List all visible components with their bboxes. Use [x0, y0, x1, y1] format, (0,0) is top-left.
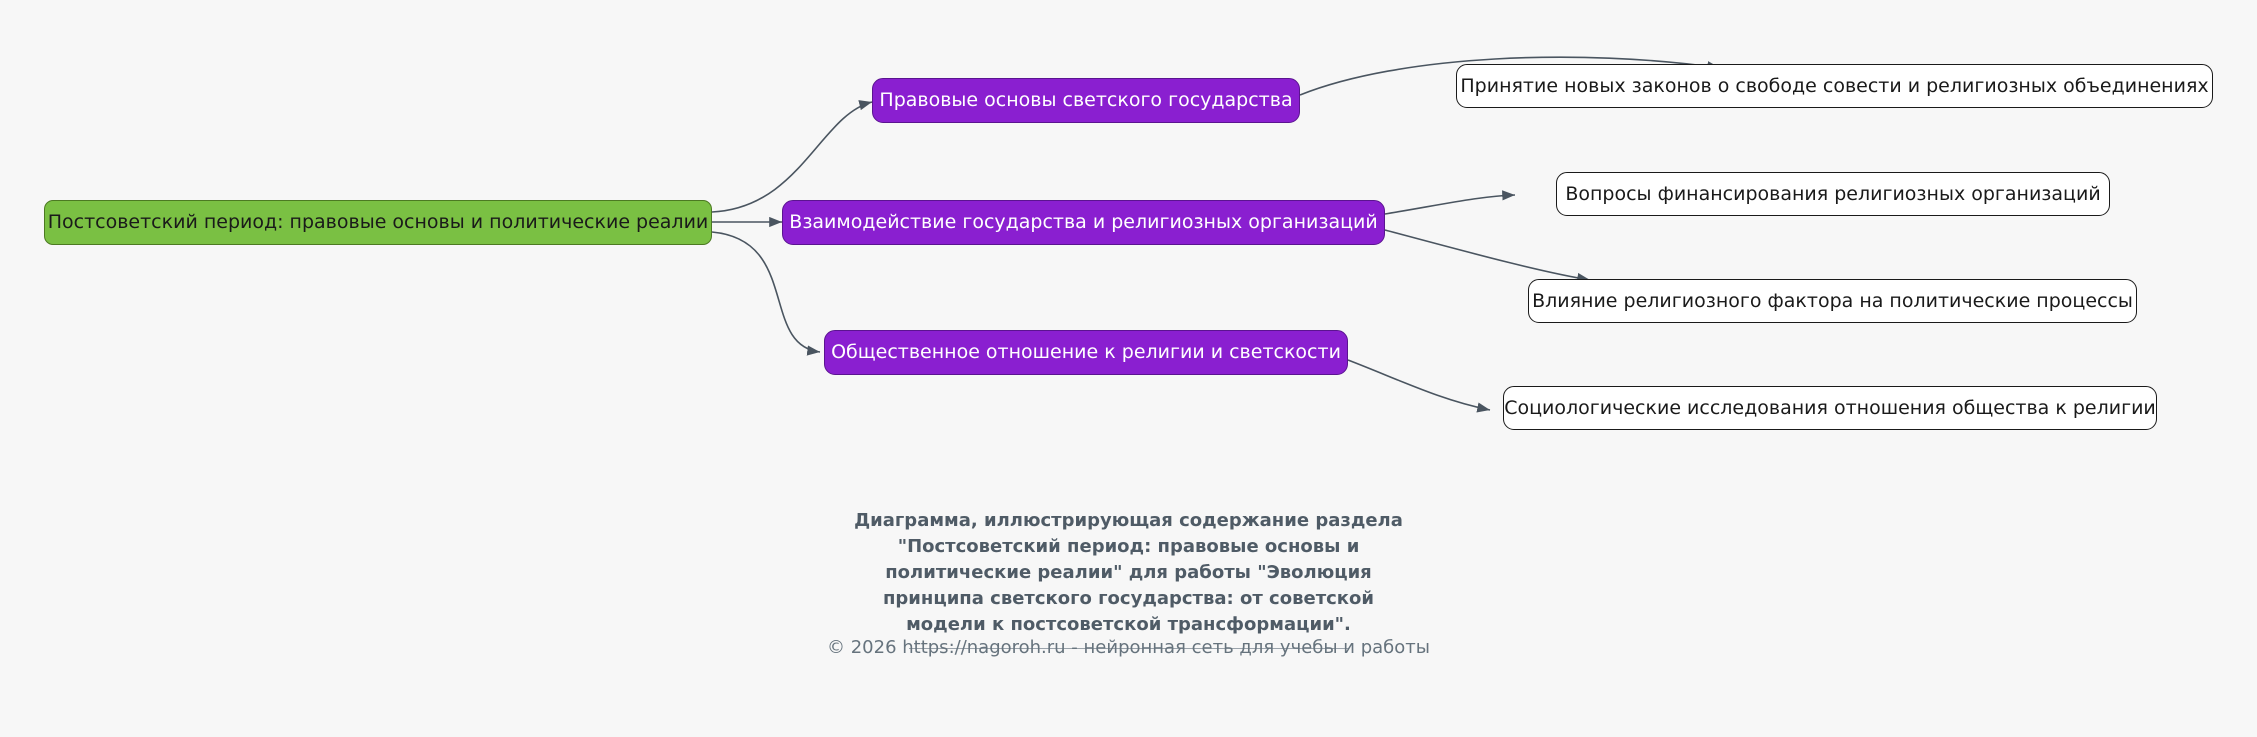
caption-line-3: политические реалии" для работы "Эволюция — [885, 562, 1372, 584]
caption-line-1: Диаграмма, иллюстрирующая содержание раздела — [854, 510, 1403, 531]
edge-root-to-b1 — [712, 102, 872, 212]
node-branch-2[interactable] — [782, 200, 1385, 245]
node-branch-1-label: Правовые основы светского государства — [879, 89, 1293, 112]
edge-b2-to-l3 — [1385, 230, 1590, 280]
node-leaf-4[interactable] — [1503, 386, 2157, 430]
node-root-label: Постсоветский период: правовые основы и политические реалии — [47, 211, 709, 234]
edge-b3-to-l4 — [1348, 360, 1490, 410]
edge-root-to-b3 — [712, 232, 820, 352]
node-branch-3[interactable] — [824, 330, 1348, 375]
node-root[interactable] — [44, 200, 712, 245]
caption-line-4: принципа светского государства: от советской — [882, 588, 1374, 610]
node-branch-2-label: Взаимодействие государства и религиозных организаций — [789, 211, 1378, 234]
node-branch-3-label: Общественное отношение к религии и светскости — [831, 341, 1341, 364]
node-leaf-1-label: Принятие новых законов о свободе совести и религиозных объединениях — [1460, 74, 2209, 97]
node-leaf-3-label: Влияние религиозного фактора на политические процессы — [1532, 289, 2133, 312]
node-leaf-2[interactable] — [1556, 172, 2110, 216]
caption-line-5: модели к постсоветской трансформации". — [906, 614, 1351, 636]
footer-credit: © 2026 https://nagoroh.ru - нейронная сеть для учебы и работы — [826, 637, 1430, 658]
caption-line-2: "Постсоветский период: правовые основы и — [897, 536, 1360, 558]
diagram-caption — [0, 508, 2257, 649]
node-leaf-1[interactable] — [1456, 64, 2213, 108]
node-leaf-2-label: Вопросы финансирования религиозных организаций — [1565, 182, 2101, 205]
node-branch-1[interactable] — [872, 78, 1300, 123]
edge-b2-to-l2 — [1385, 195, 1515, 214]
node-leaf-3[interactable] — [1528, 279, 2137, 323]
node-leaf-4-label: Социологические исследования отношения общества к религии — [1504, 396, 2156, 419]
